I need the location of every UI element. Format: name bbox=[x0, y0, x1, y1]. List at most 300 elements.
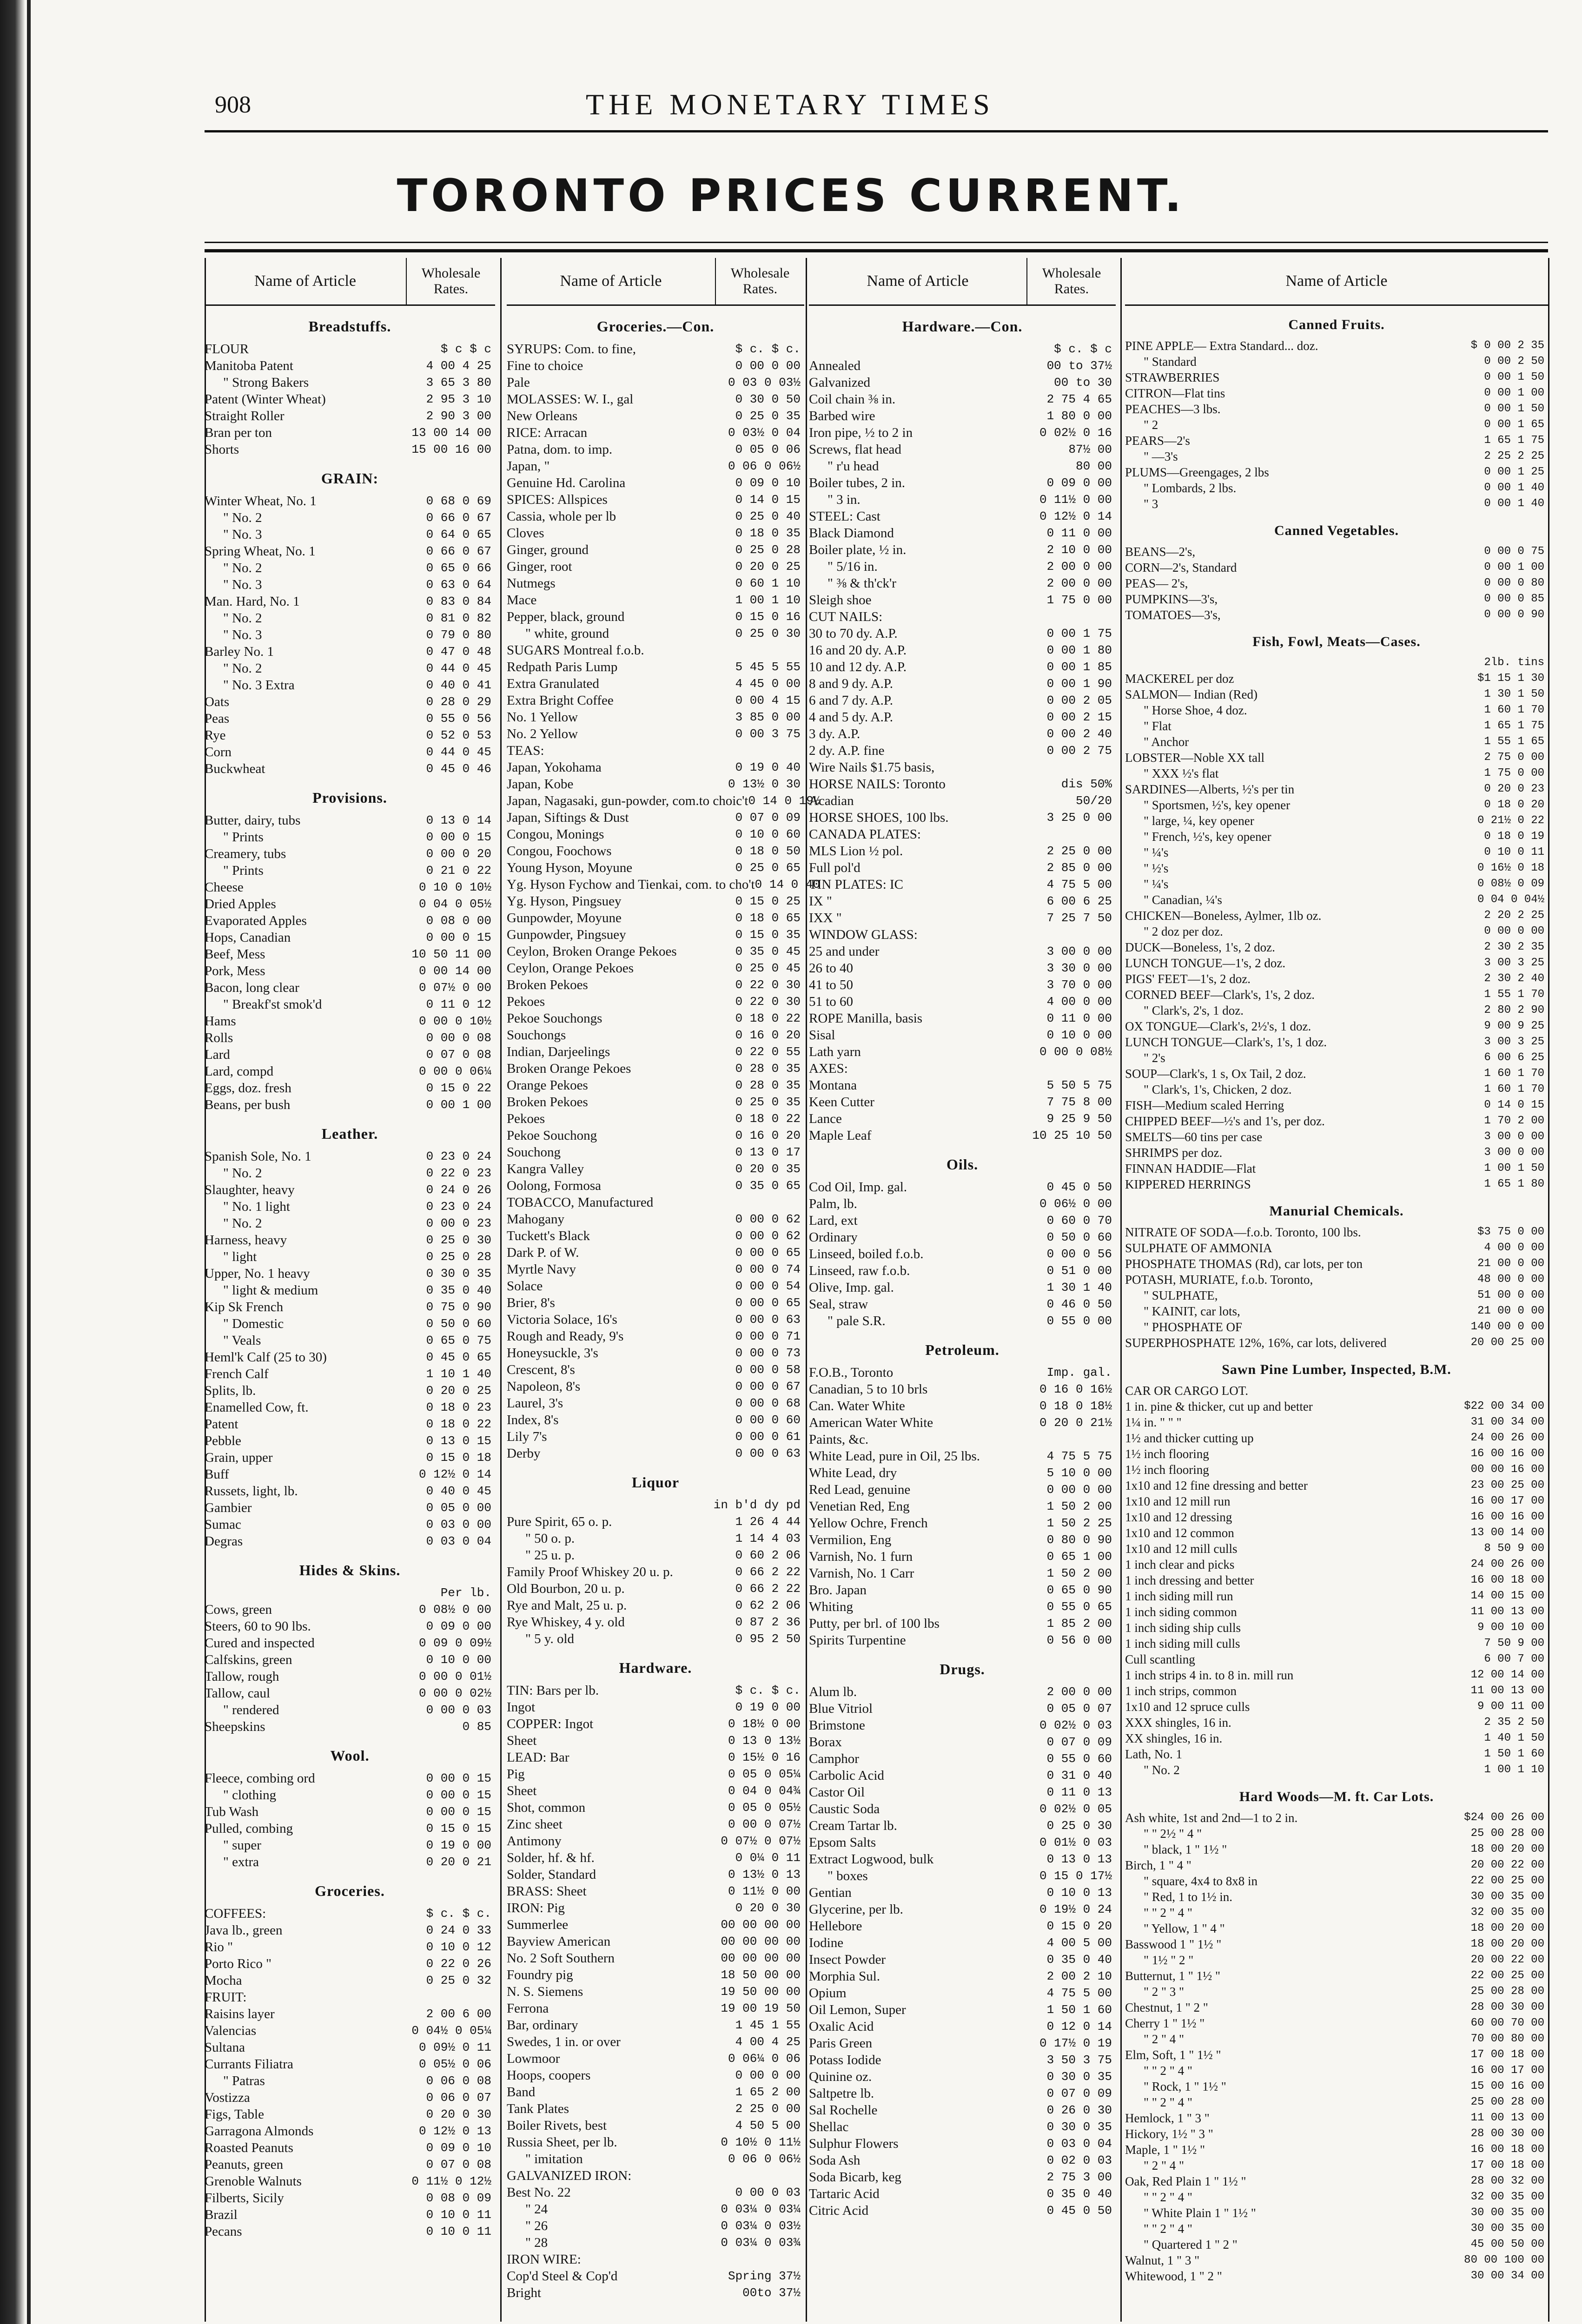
price-row bbox=[205, 576, 495, 593]
article-name: " rendered bbox=[223, 1703, 279, 1717]
article-name: Cod Oil, Imp. gal. bbox=[809, 1180, 907, 1195]
article-name: Steers, 60 to 90 lbs. bbox=[205, 1619, 311, 1634]
price-row bbox=[809, 1700, 1116, 1717]
wholesale-rate bbox=[403, 1989, 495, 2006]
article-name: Soda Bicarb, keg bbox=[809, 2170, 901, 2185]
article-name: Pekoe Souchongs bbox=[507, 1011, 602, 1026]
price-row bbox=[507, 2284, 804, 2301]
price-row bbox=[507, 1967, 804, 1983]
wholesale-rate: $ 0 00 2 35 bbox=[1470, 339, 1544, 352]
wholesale-rate: 0 00 0 62 bbox=[735, 1229, 801, 1243]
article-name: Montana bbox=[809, 1078, 857, 1093]
price-row bbox=[809, 1381, 1116, 1398]
wholesale-rate: 2 75 3 00 bbox=[1046, 2170, 1112, 2184]
price-row bbox=[205, 1516, 495, 1533]
section-title: Petroleum. bbox=[925, 1341, 1000, 1358]
price-row bbox=[1125, 845, 1548, 860]
article-name: Quinine oz. bbox=[809, 2069, 872, 2084]
article-name: " pale S.R. bbox=[827, 1314, 886, 1328]
price-row bbox=[507, 910, 804, 926]
price-row bbox=[1125, 370, 1548, 385]
article-name: Barley No. 1 bbox=[205, 644, 274, 659]
article-name: Rye bbox=[205, 728, 226, 743]
column-header-name: Name of Article bbox=[1285, 272, 1388, 290]
price-row bbox=[507, 926, 804, 943]
price-row bbox=[809, 1110, 1116, 1127]
price-row bbox=[507, 1597, 804, 1614]
article-name: Oak, Red Plain 1 " 1½ " bbox=[1125, 2174, 1246, 2188]
article-name: 4 and 5 dy. A.P. bbox=[809, 710, 893, 725]
wholesale-rate: 0 04 0 04½ bbox=[1477, 893, 1544, 906]
article-name: Keen Cutter bbox=[809, 1095, 874, 1109]
article-name: PINE APPLE— Extra Standard... doz. bbox=[1125, 339, 1318, 353]
article-name: Dark P. of W. bbox=[507, 1245, 579, 1260]
wholesale-rate: 1 65 1 75 bbox=[1484, 434, 1544, 447]
price-row bbox=[205, 862, 495, 879]
article-name: CUT NAILS: bbox=[809, 609, 883, 624]
price-row bbox=[809, 1060, 1116, 1077]
wholesale-rate: 0 00 0 61 bbox=[735, 1430, 801, 1444]
article-name: Hoops, coopers bbox=[507, 2068, 591, 2083]
wholesale-rate: 1 00 1 10 bbox=[1484, 1763, 1544, 1776]
article-name: BRASS: Sheet bbox=[507, 1884, 587, 1899]
wholesale-rate: 0 06½ 0 00 bbox=[1039, 1197, 1112, 1211]
price-row bbox=[507, 575, 804, 592]
article-name: CORNED BEEF—Clark's, 1's, 2 doz. bbox=[1125, 988, 1315, 1002]
article-name: SMELTS—60 tins per case bbox=[1125, 1130, 1263, 1144]
price-row bbox=[1125, 1034, 1548, 1050]
wholesale-rate: 0 16 0 20 bbox=[735, 1028, 801, 1042]
wholesale-rate: 3 65 3 80 bbox=[426, 376, 491, 390]
article-name: Insect Powder bbox=[809, 1952, 886, 1967]
article-name: 8 and 9 dy. A.P. bbox=[809, 676, 893, 691]
article-name: Cows, green bbox=[205, 1602, 272, 1617]
price-row bbox=[809, 2001, 1116, 2018]
wholesale-rate: 0 66 2 22 bbox=[735, 1565, 801, 1579]
article-name: Congou, Foochows bbox=[507, 844, 612, 858]
wholesale-rate: 0 15 0 15 bbox=[426, 1822, 491, 1835]
article-name: " 1½ " 2 " bbox=[1144, 1953, 1194, 1967]
article-name: " " 2 " 4 " bbox=[1144, 2190, 1192, 2204]
article-name: Wire Nails $1.75 basis, bbox=[809, 760, 935, 775]
article-name: Tallow, rough bbox=[205, 1669, 279, 1684]
price-row bbox=[205, 1770, 495, 1787]
price-row bbox=[205, 963, 495, 979]
price-row bbox=[809, 1918, 1116, 1934]
article-name: Pepper, black, ground bbox=[507, 609, 625, 624]
article-name: Solace bbox=[507, 1279, 543, 1294]
price-row bbox=[205, 1366, 495, 1382]
price-row bbox=[809, 1279, 1116, 1296]
wholesale-rate: 17 00 18 00 bbox=[1470, 2159, 1544, 2172]
wholesale-rate: 1 75 0 00 bbox=[1484, 767, 1544, 779]
title-rule-thick bbox=[205, 249, 1548, 252]
article-name: Band bbox=[507, 2085, 536, 2100]
article-name: Castor Oil bbox=[809, 1785, 865, 1800]
article-name: 1x10 and 12 fine dressing and better bbox=[1125, 1479, 1308, 1492]
wholesale-rate: 0 04½ 0 05¼ bbox=[411, 2024, 491, 2038]
wholesale-rate: 0 26 0 30 bbox=[1046, 2103, 1112, 2117]
price-row bbox=[507, 1950, 804, 1967]
price-row bbox=[205, 526, 495, 543]
article-name: Carbolic Acid bbox=[809, 1768, 884, 1783]
wholesale-rate: 0 00 0 20 bbox=[426, 847, 491, 861]
wholesale-rate: 0 07½ 0 07½ bbox=[721, 1834, 801, 1848]
price-row bbox=[809, 508, 1116, 525]
wholesale-rate: 0 00 0 71 bbox=[735, 1329, 801, 1343]
article-name: Corn bbox=[205, 745, 232, 759]
wholesale-rate: 1 65 2 00 bbox=[735, 2085, 801, 2099]
price-row bbox=[205, 1198, 495, 1215]
price-row bbox=[1125, 338, 1548, 354]
article-name bbox=[205, 1585, 403, 1601]
article-name: TEAS: bbox=[507, 743, 544, 758]
article-name: " super bbox=[223, 1838, 261, 1853]
price-row bbox=[1125, 1557, 1548, 1572]
wholesale-rate: 0 25 0 30 bbox=[735, 627, 801, 640]
price-row bbox=[1125, 655, 1548, 671]
price-row bbox=[205, 1820, 495, 1837]
wholesale-rate: 0 08 0 00 bbox=[426, 914, 491, 928]
article-name: Splits, lb. bbox=[205, 1383, 256, 1398]
wholesale-rate: 0 65 1 00 bbox=[1046, 1550, 1112, 1564]
wholesale-rate: 0 00 0 01½ bbox=[418, 1670, 491, 1684]
price-row bbox=[507, 1110, 804, 1127]
price-row bbox=[809, 2135, 1116, 2152]
wholesale-rate: 0 12½ 0 14 bbox=[1039, 509, 1112, 523]
wholesale-rate: 0 00 0 06¼ bbox=[418, 1064, 491, 1078]
article-name: 1 inch siding common bbox=[1125, 1605, 1237, 1619]
article-name: Lard, compd bbox=[205, 1064, 274, 1079]
article-name: Oil Lemon, Super bbox=[809, 2002, 906, 2017]
wholesale-rate: 0 10 0 12 bbox=[426, 1940, 491, 1954]
article-name: Straight Roller bbox=[205, 409, 285, 423]
article-name: " 25 u. p. bbox=[525, 1548, 575, 1563]
wholesale-rate: 0 11½ 0 00 bbox=[728, 1884, 801, 1898]
price-row bbox=[507, 1766, 804, 1783]
wholesale-rate: 2 20 2 25 bbox=[1484, 909, 1544, 922]
wholesale-rate: 22 00 25 00 bbox=[1470, 1969, 1544, 1982]
price-row bbox=[205, 391, 495, 408]
article-name: Honeysuckle, 3's bbox=[507, 1346, 598, 1360]
wholesale-rate: 1 30 1 40 bbox=[1046, 1281, 1112, 1294]
article-name: Beef, Mess bbox=[205, 947, 265, 962]
article-name: Tallow, caul bbox=[205, 1686, 271, 1701]
wholesale-rate: 0 00 0 15 bbox=[426, 1788, 491, 1802]
article-name: 1x10 and 12 dressing bbox=[1125, 1510, 1232, 1524]
article-name: CHIPPED BEEF—½'s and 1's, per doz. bbox=[1125, 1114, 1325, 1128]
wholesale-rate: 3 85 0 00 bbox=[735, 710, 801, 724]
wholesale-rate bbox=[1423, 1383, 1548, 1399]
wholesale-rate: 0 25 0 28 bbox=[426, 1250, 491, 1264]
wholesale-rate: 22 00 25 00 bbox=[1470, 1875, 1544, 1887]
wholesale-rate: 0 30 0 50 bbox=[735, 392, 801, 406]
price-row bbox=[205, 2190, 495, 2206]
article-name: " 5/16 in. bbox=[827, 559, 878, 574]
article-name: 10 and 12 dy. A.P. bbox=[809, 660, 907, 674]
price-row bbox=[507, 1900, 804, 1916]
article-name: NITRATE OF SODA—f.o.b. Toronto, 100 lbs. bbox=[1125, 1225, 1361, 1239]
wholesale-rate: 0 50 0 60 bbox=[426, 1317, 491, 1331]
article-name: WINDOW GLASS: bbox=[809, 927, 918, 942]
article-name: Japan, Siftings & Dust bbox=[507, 810, 629, 825]
wholesale-rate: 0 10 0 00 bbox=[426, 1653, 491, 1667]
wholesale-rate: 30 00 35 00 bbox=[1470, 2222, 1544, 2235]
wholesale-rate: 0 02½ 0 16 bbox=[1039, 426, 1112, 440]
wholesale-rate: 0 18 0 65 bbox=[735, 911, 801, 925]
wholesale-rate: $ c. $ c. bbox=[735, 342, 801, 356]
wholesale-rate: 8 50 9 00 bbox=[1484, 1542, 1544, 1555]
wholesale-rate: 0 64 0 65 bbox=[426, 528, 491, 541]
price-row bbox=[809, 1127, 1116, 1144]
wholesale-rate: 12 00 14 00 bbox=[1470, 1669, 1544, 1681]
article-name: 1 inch clear and picks bbox=[1125, 1558, 1235, 1571]
wholesale-rate: 0 22 0 23 bbox=[426, 1166, 491, 1180]
price-row bbox=[1125, 575, 1548, 591]
article-name: Best No. 22 bbox=[507, 2185, 571, 2200]
section-title: Canned Fruits. bbox=[1288, 317, 1385, 332]
wholesale-rate: 16 00 17 00 bbox=[1470, 2064, 1544, 2077]
wholesale-rate: 0 06 0 07 bbox=[426, 2091, 491, 2105]
wholesale-rate: 2 00 2 10 bbox=[1046, 1969, 1112, 1983]
price-row bbox=[1125, 1414, 1548, 1430]
price-row bbox=[507, 2167, 804, 2184]
wholesale-rate: 32 00 35 00 bbox=[1470, 1906, 1544, 1919]
wholesale-rate: 0 03¼ 0 03½ bbox=[721, 2219, 801, 2233]
article-name: 1x10 and 12 mill run bbox=[1125, 1494, 1231, 1508]
article-name: Figs, Table bbox=[205, 2107, 264, 2122]
price-row bbox=[809, 1498, 1116, 1515]
article-name: Young Hyson, Moyune bbox=[507, 860, 633, 875]
price-row bbox=[205, 929, 495, 946]
price-row bbox=[809, 843, 1116, 859]
price-column-4 bbox=[1125, 258, 1548, 2322]
article-name: Swedes, 1 in. or over bbox=[507, 2034, 621, 2049]
article-name: " 2 doz per doz. bbox=[1144, 924, 1223, 938]
article-name: Brimstone bbox=[809, 1718, 865, 1733]
article-name: Pulled, combing bbox=[205, 1821, 293, 1836]
price-row bbox=[507, 1412, 804, 1428]
price-row bbox=[809, 592, 1116, 608]
article-name: " KAINIT, car lots, bbox=[1144, 1304, 1240, 1318]
wholesale-rate: 0 00 0 58 bbox=[735, 1363, 801, 1377]
article-name: Cured and inspected bbox=[205, 1636, 315, 1651]
article-name: Epsom Salts bbox=[809, 1835, 876, 1850]
article-name: 1x10 and 12 mill culls bbox=[1125, 1542, 1238, 1556]
section-title: Leather. bbox=[321, 1125, 378, 1142]
wholesale-rate: 25 00 28 00 bbox=[1470, 1985, 1544, 1998]
article-name: Coil chain ⅜ in. bbox=[809, 392, 896, 407]
article-name: AXES: bbox=[809, 1061, 848, 1076]
article-name: Hops, Canadian bbox=[205, 930, 291, 945]
price-row bbox=[809, 2169, 1116, 2185]
article-name: Lowmoor bbox=[507, 2051, 560, 2066]
article-name: Japan, Kobe bbox=[507, 777, 574, 792]
wholesale-rate: 0 20 0 21½ bbox=[1039, 1416, 1112, 1430]
price-row bbox=[507, 726, 804, 742]
price-row bbox=[1125, 734, 1548, 750]
price-row bbox=[1125, 385, 1548, 401]
price-row bbox=[809, 525, 1116, 541]
wholesale-rate bbox=[1024, 759, 1116, 776]
wholesale-rate: 0 00 2 05 bbox=[1046, 693, 1112, 707]
price-row bbox=[205, 2223, 495, 2240]
article-name bbox=[507, 1497, 712, 1513]
article-name: IRON WIRE: bbox=[507, 2252, 581, 2267]
article-name: Congou, Monings bbox=[507, 827, 604, 842]
article-name: " extra bbox=[223, 1855, 259, 1869]
wholesale-rate: 0 00 1 50 bbox=[1484, 371, 1544, 383]
article-name: New Orleans bbox=[507, 409, 578, 423]
article-name: Creamery, tubs bbox=[205, 846, 286, 861]
article-name: Winter Wheat, No. 1 bbox=[205, 494, 317, 508]
article-name: " XXX ½'s flat bbox=[1144, 766, 1219, 780]
wholesale-rate: 0 21½ 0 22 bbox=[1477, 814, 1544, 827]
article-name: " Anchor bbox=[1144, 735, 1189, 749]
wholesale-rate: 00 to 30 bbox=[1054, 376, 1112, 390]
article-name: Cop'd Steel & Cop'd bbox=[507, 2269, 618, 2284]
section-title: Oils. bbox=[946, 1156, 979, 1173]
price-row bbox=[1125, 2221, 1548, 2237]
wholesale-rate: 3 00 0 00 bbox=[1046, 944, 1112, 958]
article-name: Tuckett's Black bbox=[507, 1228, 590, 1243]
wholesale-rate: 0 03 0 00 bbox=[426, 1518, 491, 1532]
wholesale-rate: 1 50 1 60 bbox=[1484, 1748, 1544, 1760]
wholesale-rate: 0 00 0 63 bbox=[735, 1313, 801, 1327]
article-name: Olive, Imp. gal. bbox=[809, 1280, 894, 1295]
price-row bbox=[809, 341, 1116, 357]
article-name: Nutmegs bbox=[507, 576, 556, 591]
wholesale-rate: 0 00 0 75 bbox=[1484, 545, 1544, 558]
price-row bbox=[809, 541, 1116, 558]
price-row bbox=[507, 1445, 804, 1462]
wholesale-rate: 2 25 0 00 bbox=[735, 2102, 801, 2116]
wholesale-rate bbox=[712, 642, 804, 659]
wholesale-rate: 0 18 0 50 bbox=[735, 844, 801, 858]
price-row bbox=[809, 1598, 1116, 1615]
article-name: " No. 2 bbox=[223, 661, 262, 676]
wholesale-rate: 0 11½ 0 00 bbox=[1039, 493, 1112, 507]
wholesale-rate: 0 05 0 00 bbox=[426, 1501, 491, 1515]
wholesale-rate: 0 18 0 18½ bbox=[1039, 1399, 1112, 1413]
wholesale-rate: 0 00 2 50 bbox=[1484, 355, 1544, 368]
journal-title: THE MONETARY TIMES bbox=[586, 88, 994, 121]
price-row bbox=[507, 1497, 804, 1513]
price-row bbox=[1125, 829, 1548, 845]
article-name: Cull scantling bbox=[1125, 1652, 1195, 1666]
wholesale-rate: 0 00 14 00 bbox=[418, 964, 491, 978]
price-row bbox=[1125, 1588, 1548, 1604]
article-name: 2 dy. A.P. fine bbox=[809, 743, 885, 758]
article-name: 1¼ in. " " " bbox=[1125, 1415, 1182, 1429]
article-name: Gunpowder, Pingsuey bbox=[507, 927, 626, 942]
price-row bbox=[507, 2084, 804, 2100]
article-name: Eggs, doz. fresh bbox=[205, 1081, 291, 1096]
wholesale-rate: $3 75 0 00 bbox=[1477, 1226, 1544, 1238]
column-header-rates: Wholesale Rates. bbox=[406, 258, 495, 304]
wholesale-rate: 30 00 35 00 bbox=[1470, 1890, 1544, 1903]
wholesale-rate: 0 12 0 14 bbox=[1046, 2020, 1112, 2034]
article-name: Varnish, No. 1 Carr bbox=[809, 1566, 914, 1581]
price-row bbox=[205, 660, 495, 677]
price-row bbox=[1125, 1224, 1548, 1240]
wholesale-rate: 28 00 32 00 bbox=[1470, 2175, 1544, 2187]
wholesale-rate: $ c. $ c. bbox=[426, 1907, 491, 1921]
price-row bbox=[205, 1601, 495, 1618]
wholesale-rate: 0 09½ 0 11 bbox=[418, 2040, 491, 2054]
section-title: Liquor bbox=[631, 1474, 680, 1491]
wholesale-rate: 0 11 0 13 bbox=[1046, 1785, 1112, 1799]
price-row bbox=[205, 1939, 495, 1955]
price-row bbox=[507, 659, 804, 675]
price-row bbox=[1125, 1636, 1548, 1651]
article-name: French Calf bbox=[205, 1367, 269, 1381]
wholesale-rate: 11 00 13 00 bbox=[1470, 1684, 1544, 1697]
article-name: " ¼'s bbox=[1144, 845, 1169, 859]
wholesale-rate: 0 18 0 22 bbox=[426, 1417, 491, 1431]
wholesale-rate: dis 50% bbox=[1061, 777, 1112, 791]
price-row bbox=[507, 893, 804, 910]
wholesale-rate: 4 75 5 00 bbox=[1046, 1986, 1112, 2000]
price-row bbox=[205, 896, 495, 912]
wholesale-rate: 3 00 3 25 bbox=[1484, 1036, 1544, 1048]
article-name: " SULPHATE, bbox=[1144, 1288, 1218, 1302]
price-row bbox=[507, 525, 804, 541]
wholesale-rate: 0 50 0 60 bbox=[1046, 1230, 1112, 1244]
price-row bbox=[809, 2119, 1116, 2135]
price-row bbox=[205, 1433, 495, 1449]
price-row bbox=[507, 826, 804, 843]
price-row bbox=[1125, 687, 1548, 702]
section-title: Hides & Skins. bbox=[299, 1562, 401, 1578]
article-name: 1½ inch flooring bbox=[1125, 1447, 1209, 1461]
price-row bbox=[507, 1261, 804, 1278]
price-row bbox=[1125, 2094, 1548, 2110]
article-name: Whiting bbox=[809, 1599, 854, 1614]
price-row bbox=[1125, 1176, 1548, 1192]
price-row bbox=[507, 1564, 804, 1580]
wholesale-rate: 0 62 2 06 bbox=[735, 1598, 801, 1612]
article-name: MACKEREL per doz bbox=[1125, 672, 1234, 686]
article-name: " ¼'s bbox=[1144, 877, 1169, 891]
price-row bbox=[507, 1530, 804, 1547]
article-name: 1 in. pine & thicker, cut up and better bbox=[1125, 1400, 1313, 1413]
wholesale-rate: 20 00 25 00 bbox=[1470, 1336, 1544, 1349]
column-header-name: Name of Article bbox=[560, 272, 662, 290]
wholesale-rate: 13 00 14 00 bbox=[1470, 1526, 1544, 1539]
wholesale-rate: 0 11 0 12 bbox=[426, 997, 491, 1011]
wholesale-rate: 0 13 0 17 bbox=[735, 1145, 801, 1159]
column-divider bbox=[1120, 258, 1122, 2322]
article-name: " Clark's, 2's, 1 doz. bbox=[1144, 1004, 1244, 1017]
article-name: DUCK—Boneless, 1's, 2 doz. bbox=[1125, 940, 1275, 954]
price-row bbox=[507, 1428, 804, 1445]
wholesale-rate bbox=[1024, 826, 1116, 843]
wholesale-rate: 0 35 0 40 bbox=[1046, 2187, 1112, 2201]
article-name: Pekoes bbox=[507, 1111, 545, 1126]
price-row bbox=[507, 2251, 804, 2268]
wholesale-rate: 18 50 00 00 bbox=[721, 1968, 801, 1982]
article-name: Harness, heavy bbox=[205, 1233, 287, 1248]
article-name: Porto Rico " bbox=[205, 1956, 271, 1971]
article-name: Lard bbox=[205, 1047, 230, 1062]
wholesale-rate: 0 28 0 35 bbox=[735, 1078, 801, 1092]
wholesale-rate: 0 60 0 70 bbox=[1046, 1214, 1112, 1228]
article-name: Yg. Hyson Fychow and Tienkai, com. to cho't bbox=[507, 877, 755, 892]
price-row bbox=[507, 1614, 804, 1631]
wholesale-rate: 0 00 0 07½ bbox=[728, 1817, 801, 1831]
wholesale-rate: 3 25 0 00 bbox=[1046, 811, 1112, 825]
